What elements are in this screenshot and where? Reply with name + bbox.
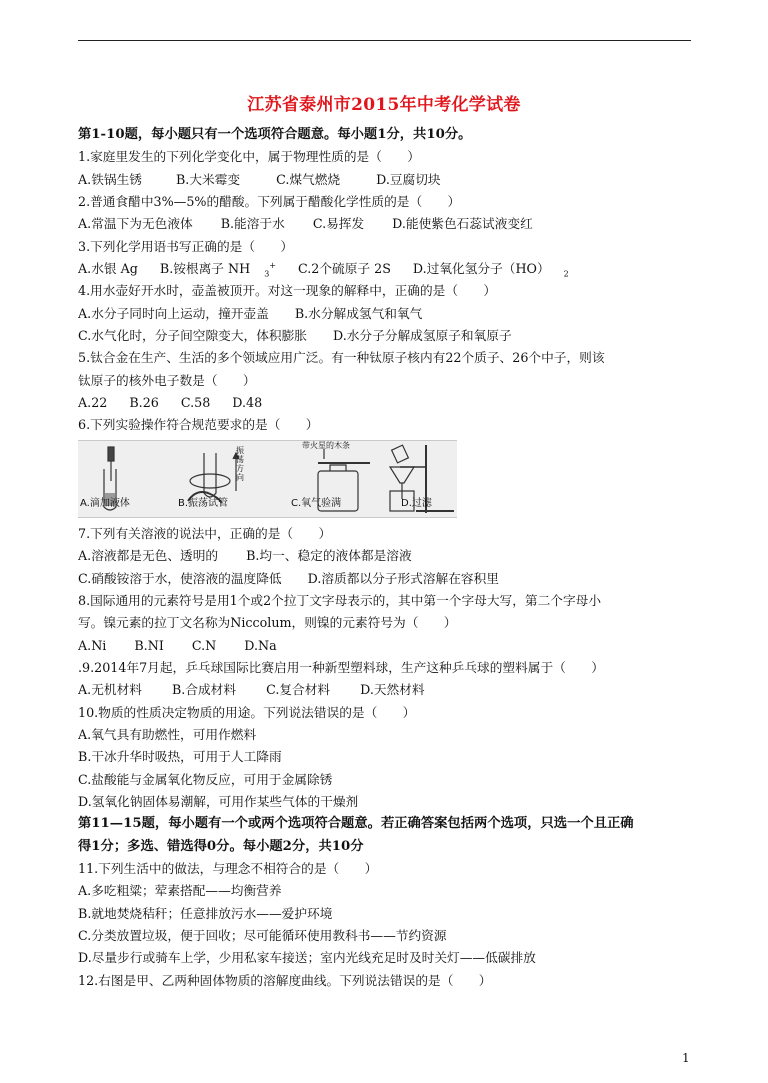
option-b: B.大米霉变 xyxy=(175,171,241,187)
option-a: A.铁锅生锈 xyxy=(78,171,142,187)
question-5-stem-line-2: 钛原子的核外电子数是（ ） xyxy=(78,372,256,388)
section-heading-2-line-2: 得1分；多选、错选得0分。每小题2分，共10分 xyxy=(78,838,364,854)
glowing-splint-note: 带火星的木条 xyxy=(302,440,350,450)
question-10-option-c: C.盐酸能与金属氧化物反应，可用于金属除锈 xyxy=(78,771,333,787)
option-a: A.Ni xyxy=(78,637,107,653)
option-a: A.常温下为无色液体 xyxy=(78,216,193,232)
figure-label-c: C.氧气验满 xyxy=(291,497,342,509)
option-b: B.水分解成氢气和氧气 xyxy=(294,305,423,321)
question-8-options xyxy=(78,635,698,657)
option-b: B.能溶于水 xyxy=(220,216,285,232)
question-4-stem: 4.用水壶好开水时，壶盖被顶开。对这一现象的解释中，正确的是（ ） xyxy=(78,283,497,299)
option-c: C.硝酸铵溶于水，使溶液的温度降低 xyxy=(78,570,282,586)
question-4-options-row-1 xyxy=(78,303,698,325)
page-title: 江苏省泰州市2015年中考化学试卷 xyxy=(247,95,521,115)
question-1-options xyxy=(78,169,698,191)
option-a: A.22 xyxy=(78,395,108,411)
question-1-stem: 1.家庭里发生的下列化学变化中，属于物理性质的是（ ） xyxy=(78,149,420,165)
question-6-stem: 6.下列实验操作符合规范要求的是（ ） xyxy=(78,417,319,433)
question-5-stem-line-1: 5.钛合金在生产、生活的多个领域应用广泛。有一种钛原子核内有22个质子、26个中子，则该 xyxy=(78,350,605,366)
exam-body xyxy=(78,124,698,992)
question-7-stem: 7.下列有关溶液的说法中，正确的是（ ） xyxy=(78,525,332,541)
option-b: B.26 xyxy=(129,395,159,411)
option-c: C.N xyxy=(191,637,217,653)
option-b: B.合成材料 xyxy=(171,682,237,698)
shake-direction-note: 振荡方向 xyxy=(236,445,244,482)
question-10-option-a: A.氧气具有助燃性，可用作燃料 xyxy=(78,726,257,742)
question-9-options xyxy=(78,679,698,701)
section-heading-1: 第1-10题，每小题只有一个选项符合题意。每小题1分，共10分。 xyxy=(78,127,472,142)
option-a: A.无机材料 xyxy=(78,682,142,698)
option-d: D.豆腐切块 xyxy=(376,171,441,187)
question-2-options xyxy=(78,213,698,235)
option-b: B.铵根离子 NH $_3$+ xyxy=(159,260,276,279)
section-heading-2-line-1: 第11—15题，每小题有一个或两个选项符合题意。若正确答案包括两个选项，只选一个且正确 xyxy=(78,816,634,832)
option-b: B.NI xyxy=(134,637,164,653)
option-a: A.水银 Ag xyxy=(78,261,138,277)
question-11-option-a: A.多吃粗粱；荤素搭配——均衡营养 xyxy=(78,883,282,899)
question-11-option-d: D.尽量步行或骑车上学，少用私家车接送；室内光线充足时及时关灯——低碳排放 xyxy=(78,950,536,966)
question-8-stem-line-1: 8.国际通用的元素符号是用1个或2个拉丁文字母表示的，其中第一个字母大写，第二个字母小 xyxy=(78,592,602,608)
option-c: C.58 xyxy=(180,395,211,411)
question-11-option-b: B.就地焚烧秸秆；任意排放污水——爱护环境 xyxy=(78,905,333,921)
option-c: C.2个硫原子 2S xyxy=(298,261,391,277)
option-c: C.易挥发 xyxy=(312,216,365,232)
question-3-stem: 3.下列化学用语书写正确的是（ ） xyxy=(78,238,294,254)
option-b: B.均一、稳定的液体都是溶液 xyxy=(246,548,412,564)
question-10-stem: 10.物质的性质决定物质的用途。下列说法错误的是（ ） xyxy=(78,704,416,720)
question-12-stem: 12.右图是甲、乙两种固体物质的溶解度曲线。下列说法错误的是（ ） xyxy=(78,972,492,988)
option-d: D.水分子分解成氢原子和氧原子 xyxy=(332,328,512,344)
question-9-stem: .9.2014年7月起，乒乓球国际比赛启用一种新型塑料球，生产这种乒乓球的塑料属于（ ） xyxy=(78,659,604,675)
shaking-test-tube-illustration xyxy=(188,453,239,503)
header-rule xyxy=(78,40,691,41)
question-10-option-b: B.干冰升华时吸热，可用于人工降雨 xyxy=(78,749,282,765)
figure-label-b: B.振荡试管 xyxy=(178,497,229,509)
question-11-option-c: C.分类放置垃圾，便于回收；尽可能循环使用教科书——节约资源 xyxy=(78,928,447,943)
page-number: 1 xyxy=(682,1051,690,1065)
question-2-stem: 2.普通食醋中3%—5%的醋酸。下列属于醋酸化学性质的是（ ） xyxy=(78,194,461,210)
question-7-options-row-1 xyxy=(78,545,698,567)
option-a: A.溶液都是无色、透明的 xyxy=(78,548,219,564)
question-4-options-row-2 xyxy=(78,325,698,347)
question-3-options xyxy=(78,258,698,280)
option-a: A.水分子同时向上运动，撞开壶盖 xyxy=(78,305,269,321)
question-5-options xyxy=(78,392,698,414)
question-10-option-d: D.氢氧化钠固体易潮解，可用作某些气体的干燥剂 xyxy=(78,793,359,809)
option-d: D.48 xyxy=(232,395,263,411)
figure-label-a: A.滴加液体 xyxy=(80,497,130,509)
option-d: D.过氧化氢分子（HO） $_2$ xyxy=(412,261,569,279)
option-c: C.煤气燃烧 xyxy=(276,171,341,187)
figure-label-d: D.过滤 xyxy=(401,497,432,509)
option-d: D.天然材料 xyxy=(360,682,425,698)
option-c: C.复合材料 xyxy=(266,682,331,698)
option-d: D.Na xyxy=(244,637,277,653)
question-7-options-row-2 xyxy=(78,568,698,590)
question-11-stem: 11.下列生活中的做法，与理念不相符合的是（ ） xyxy=(78,860,378,876)
lab-operations-figure xyxy=(78,440,457,518)
question-8-stem-line-2: 写。镍元素的拉丁文名称为Niccolum，则镍的元素符号为（ ） xyxy=(78,615,457,631)
option-c: C.水气化时，分子间空隙变大，体积膨胀 xyxy=(78,328,307,344)
option-d: D.溶质都以分子形式溶解在容积里 xyxy=(307,570,499,586)
option-d: D.能使紫色石蕊试液变红 xyxy=(392,216,533,232)
